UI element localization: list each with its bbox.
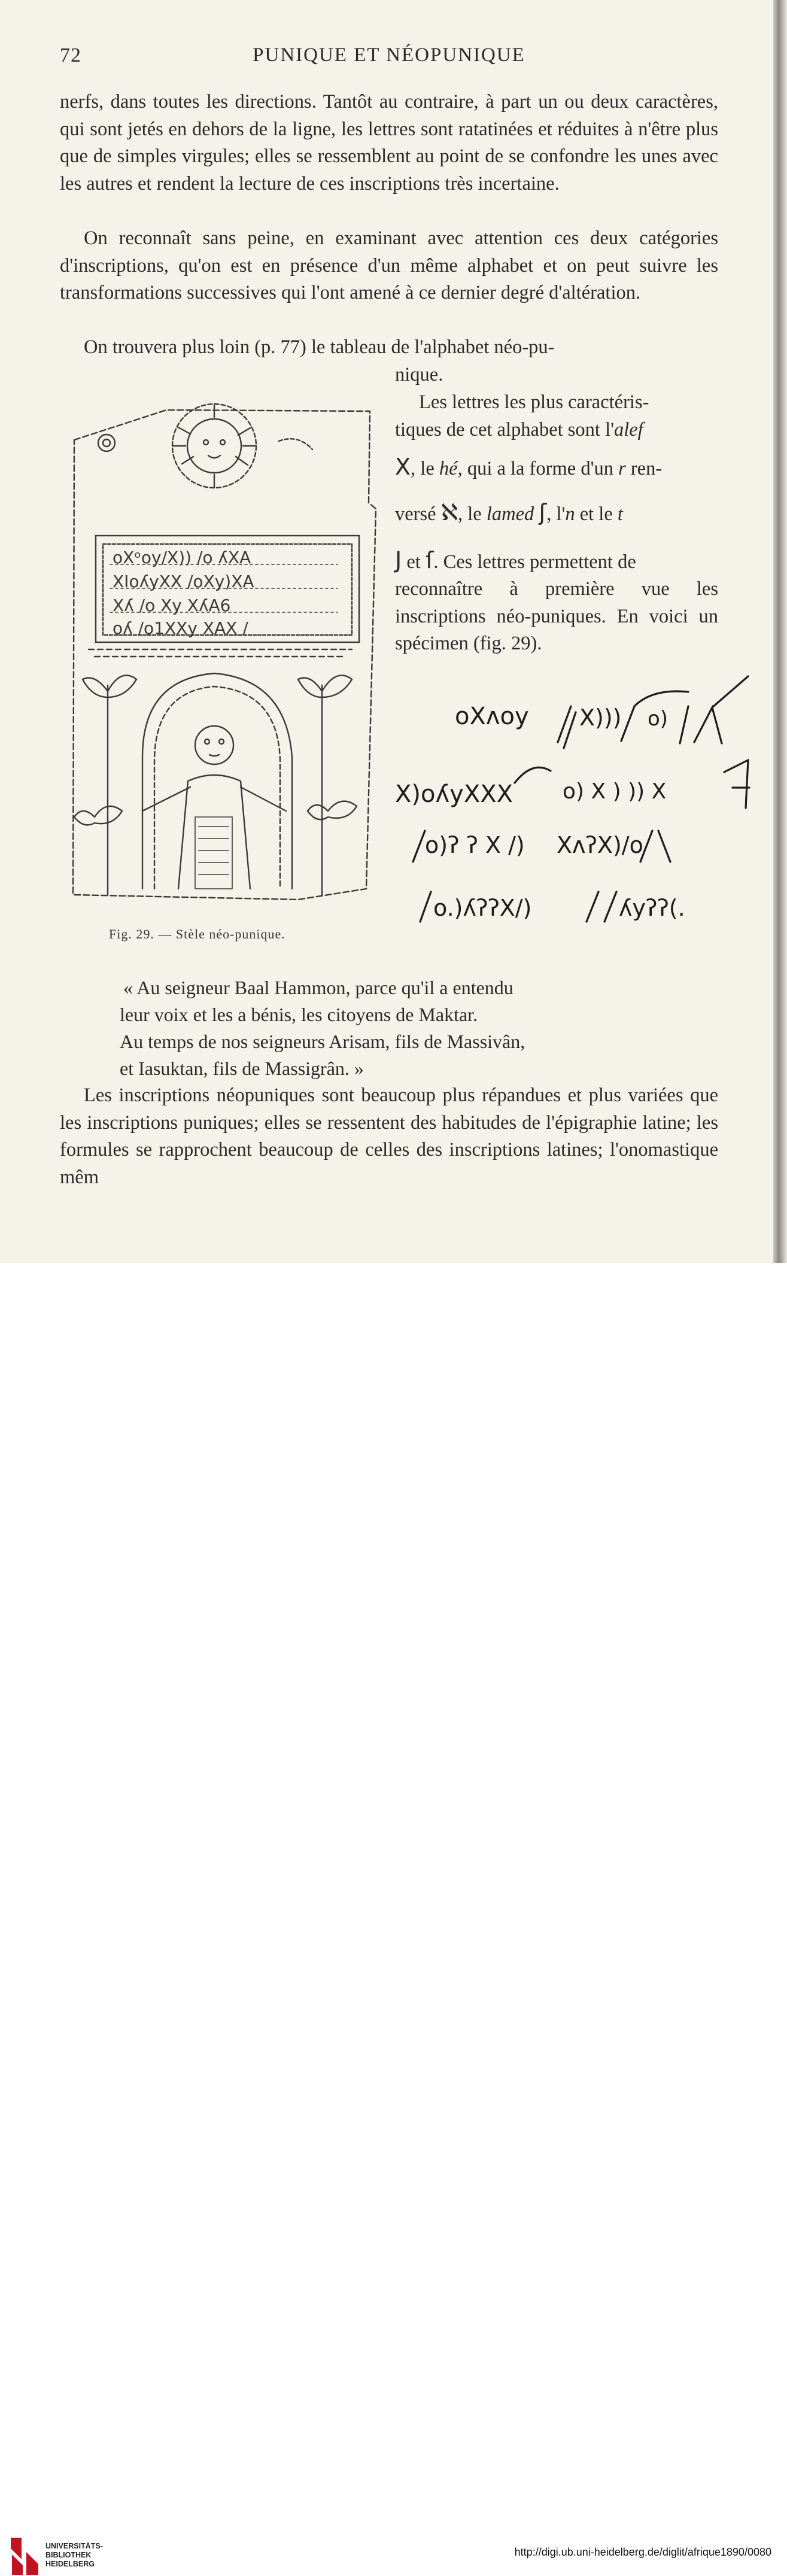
column-text: , le <box>458 503 487 525</box>
running-title: PUNIQUE ET NÉOPUNIQUE <box>253 44 525 66</box>
svg-text:oXʌoy: oXʌoy <box>455 703 529 730</box>
svg-text:X))): X))) <box>579 704 622 731</box>
quote-line-3: Au temps de nos seigneurs Arisam, fils de Massivân, <box>120 1031 525 1052</box>
svg-text:oXᵒoy/X)) /o ʎXA: oXᵒoy/X)) /o ʎXA <box>113 548 251 567</box>
svg-text:ʎyʔʔ(.: ʎyʔʔ(. <box>619 895 685 921</box>
quote-line-4: et Iasuktan, fils de Massigrân. » <box>120 1058 364 1079</box>
n-term: n <box>565 503 575 525</box>
library-name-line: UNIVERSITÄTS- <box>45 2542 103 2550</box>
column-text: versé <box>395 503 441 525</box>
library-logo-icon <box>8 2536 41 2576</box>
paragraph-2: On reconnaît sans peine, en examinant avec attention ces deux catégories d'inscriptions, qu'on est en présence d'un même alphabet et on peut suivre les transformations successives qui l'ont amené à ce dernier degré d'altération. <box>60 227 718 303</box>
alef-term: alef <box>613 419 643 441</box>
column-text: et <box>402 551 426 573</box>
quote-line-2: leur voix et les a bénis, les citoyens de Maktar. <box>120 1004 478 1025</box>
translation-quote <box>120 974 682 1082</box>
svg-text:o.)ʎʔʔX/): o.)ʎʔʔX/) <box>433 895 532 921</box>
column-line-6: reconnaître à première vue les inscriptions néo-puniques. En voici un spécimen (fig. 29). <box>395 578 718 654</box>
paragraph-4: Les inscriptions néopuniques sont beaucoup plus répandues et plus variées que les inscriptions puniques; elles se ressentent des habitudes de l'épigraphie latine; les formules se rapprochent beaucoup de celles des inscriptions latines; l'onomastique mêm <box>60 1085 718 1188</box>
lamed-term: lamed <box>486 503 534 525</box>
column-line-1: Les lettres les plus caractéris- <box>419 391 649 413</box>
library-name <box>45 2542 103 2569</box>
source-url[interactable]: http://digi.ub.uni-heidelberg.de/diglit/afrique1890/0080 <box>514 2546 771 2558</box>
column-line-5 <box>395 547 718 576</box>
svg-text:o)ʔ ʔ X /): o)ʔ ʔ X /) <box>425 832 525 858</box>
lamed-letter-glyph: ʃ <box>539 499 547 525</box>
column-text: et le <box>575 503 618 525</box>
inscription-line-1 <box>455 676 748 748</box>
column-line-3 <box>395 454 718 483</box>
paragraph-1: nerfs, dans toutes les directions. Tantôt au contraire, à part un ou deux caractères, qui sont jetés en dehors de la ligne, les lettres sont ratatinées et réduites à n'être plus que de simples virgules; elles se ressemblent au point de se confondre les unes avec les autres et rendent la lecture de ces inscriptions très incertaine. <box>60 91 718 195</box>
library-name-line: BIBLIOTHEK <box>45 2551 92 2559</box>
he-letter-glyph: ℵ <box>440 499 458 525</box>
running-header <box>60 44 718 71</box>
alef-letter-glyph: X <box>395 454 411 480</box>
library-name-line: HEIDELBERG <box>45 2560 95 2568</box>
svg-text:oʎ /o1XXy XAX /: oʎ /o1XXy XAX / <box>113 618 248 638</box>
svg-text:XʌʔX)/o: XʌʔX)/o <box>557 832 643 858</box>
column-text: , le <box>411 458 439 479</box>
quote-line-1: « Au seigneur Baal Hammon, parce qu'il a entendu <box>123 977 513 998</box>
column-text: , l' <box>546 503 566 525</box>
t-letter-glyph: ſ <box>425 547 434 573</box>
paragraph-3-line-1: On trouvera plus loin (p. 77) le tableau de l'alphabet néo-pu- <box>84 336 555 358</box>
page-edge <box>773 0 787 1263</box>
t-term: t <box>617 503 623 525</box>
column-line-4 <box>395 499 718 528</box>
inscription-line-2 <box>395 760 749 808</box>
column-line-2 <box>395 417 718 444</box>
svg-text:XIoʎyXX /oXy)XA: XIoʎyXX /oXy)XA <box>113 572 254 591</box>
svg-text:X)oʎyXXX: X)oʎyXXX <box>395 780 513 808</box>
he-term: hé <box>439 458 458 479</box>
book-page <box>0 0 773 1263</box>
column-text: ren- <box>625 458 663 479</box>
svg-text:o): o) <box>648 707 669 731</box>
column-text: . Ces lettres permettent de <box>433 551 636 573</box>
svg-text:Xʎ /o Xy XʎA6: Xʎ /o Xy XʎA6 <box>113 596 231 615</box>
stele-illustration <box>71 398 382 925</box>
r-term: r <box>618 458 626 479</box>
n-letter-glyph: J <box>395 547 402 573</box>
neopunic-inscription <box>389 670 772 958</box>
paragraph-3-line-2: nique. <box>395 364 443 385</box>
page-number: 72 <box>60 44 81 66</box>
figure-caption: Fig. 29. — Stèle néo-punique. <box>109 926 285 941</box>
svg-text:o) X ) )) X: o) X ) )) X <box>563 779 667 804</box>
digitization-footer <box>0 1263 787 2568</box>
inscription-line-4 <box>420 892 685 922</box>
inscription-line-3 <box>413 831 670 862</box>
column-text: , qui a la forme d'un <box>457 458 619 479</box>
column-text: tiques de cet alphabet sont l' <box>395 419 614 441</box>
